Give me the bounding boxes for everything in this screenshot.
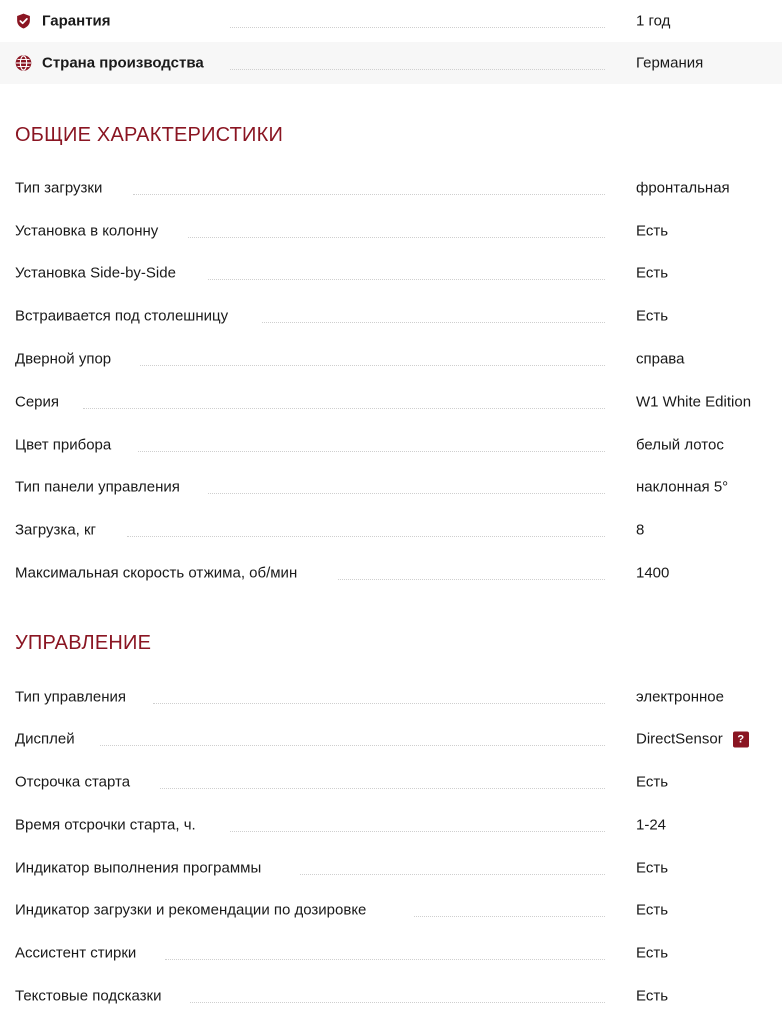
- spec-label: Отсрочка старта: [15, 773, 131, 791]
- spec-value: электронное: [636, 688, 724, 706]
- spec-label: Гарантия: [42, 12, 111, 30]
- spec-label: Время отсрочки старта, ч.: [15, 816, 196, 834]
- spec-row: [0, 889, 782, 931]
- spec-label: Установка Side-by-Side: [15, 264, 176, 282]
- dotted-leader: [300, 874, 605, 875]
- spec-row: [0, 932, 782, 974]
- spec-row: [0, 167, 782, 209]
- spec-value: Германия: [636, 54, 704, 72]
- spec-value: 8: [636, 521, 645, 539]
- spec-label: Встраивается под столешницу: [15, 307, 229, 325]
- spec-row: [0, 804, 782, 846]
- dotted-leader: [140, 365, 605, 366]
- spec-value: 1 год: [636, 12, 671, 30]
- dotted-leader: [230, 831, 605, 832]
- dotted-leader: [165, 959, 605, 960]
- dotted-leader: [160, 788, 605, 789]
- dotted-leader: [138, 451, 605, 452]
- spec-row: [0, 509, 782, 551]
- spec-label: Серия: [15, 393, 60, 411]
- spec-value: справа: [636, 350, 685, 368]
- spec-value: Есть: [636, 987, 669, 1005]
- spec-row: [0, 975, 782, 1017]
- spec-label: Ассистент стирки: [15, 944, 137, 962]
- spec-row: [0, 466, 782, 508]
- spec-row: [0, 252, 782, 294]
- spec-row: [0, 676, 782, 718]
- spec-row-warranty: [0, 0, 782, 42]
- spec-value: белый лотос: [636, 436, 724, 454]
- spec-row-country: [0, 42, 782, 84]
- section-title-general: ОБЩИЕ ХАРАКТЕРИСТИКИ: [15, 124, 284, 146]
- section-title-controls: УПРАВЛЕНИЕ: [15, 632, 152, 654]
- dotted-leader: [153, 703, 605, 704]
- spec-value: 1-24: [636, 816, 667, 834]
- spec-value: [636, 731, 749, 748]
- spec-value: Есть: [636, 944, 669, 962]
- spec-value: Есть: [636, 307, 669, 325]
- spec-label: Установка в колонну: [15, 222, 159, 240]
- spec-value: Есть: [636, 901, 669, 919]
- spec-row: [0, 210, 782, 252]
- spec-value: наклонная 5°: [636, 478, 729, 496]
- dotted-leader: [414, 916, 605, 917]
- spec-label: Цвет прибора: [15, 436, 112, 454]
- dotted-leader: [190, 1002, 605, 1003]
- spec-value: фронтальная: [636, 179, 730, 197]
- spec-row: [0, 847, 782, 889]
- spec-value: Есть: [636, 773, 669, 791]
- dotted-leader: [262, 322, 605, 323]
- display-value: DirectSensor: [636, 730, 723, 748]
- spec-value: Есть: [636, 222, 669, 240]
- dotted-leader: [208, 279, 605, 280]
- spec-label: Максимальная скорость отжима, об/мин: [15, 564, 298, 582]
- spec-value: 1400: [636, 564, 670, 582]
- spec-label: Индикатор выполнения программы: [15, 859, 262, 877]
- dotted-leader: [127, 536, 605, 537]
- dotted-leader: [188, 237, 605, 238]
- spec-label: Тип панели управления: [15, 478, 180, 496]
- dotted-leader: [230, 69, 605, 70]
- spec-value: W1 White Edition: [636, 393, 752, 411]
- dotted-leader: [100, 745, 605, 746]
- spec-value: Есть: [636, 859, 669, 877]
- spec-label: Тип загрузки: [15, 179, 103, 197]
- dotted-leader: [83, 408, 605, 409]
- help-icon[interactable]: ?: [733, 731, 749, 747]
- shield-check-icon: [15, 13, 32, 30]
- dotted-leader: [230, 27, 605, 28]
- spec-row: [0, 295, 782, 337]
- spec-label: Индикатор загрузки и рекомендации по дозировке: [15, 901, 367, 919]
- dotted-leader: [338, 579, 605, 580]
- spec-row: [0, 424, 782, 466]
- spec-value: Есть: [636, 264, 669, 282]
- spec-row: [0, 718, 782, 760]
- spec-label: Дверной упор: [15, 350, 112, 368]
- spec-label: Загрузка, кг: [15, 521, 97, 539]
- spec-row: [0, 381, 782, 423]
- spec-row: [0, 552, 782, 594]
- spec-row: [0, 338, 782, 380]
- globe-icon: [15, 55, 32, 72]
- dotted-leader: [208, 493, 605, 494]
- spec-label: Страна производства: [42, 55, 214, 72]
- spec-label: Тип управления: [15, 688, 126, 706]
- spec-row: [0, 761, 782, 803]
- spec-label: Дисплей: [15, 730, 75, 748]
- spec-label: Текстовые подсказки: [15, 987, 162, 1005]
- dotted-leader: [133, 194, 605, 195]
